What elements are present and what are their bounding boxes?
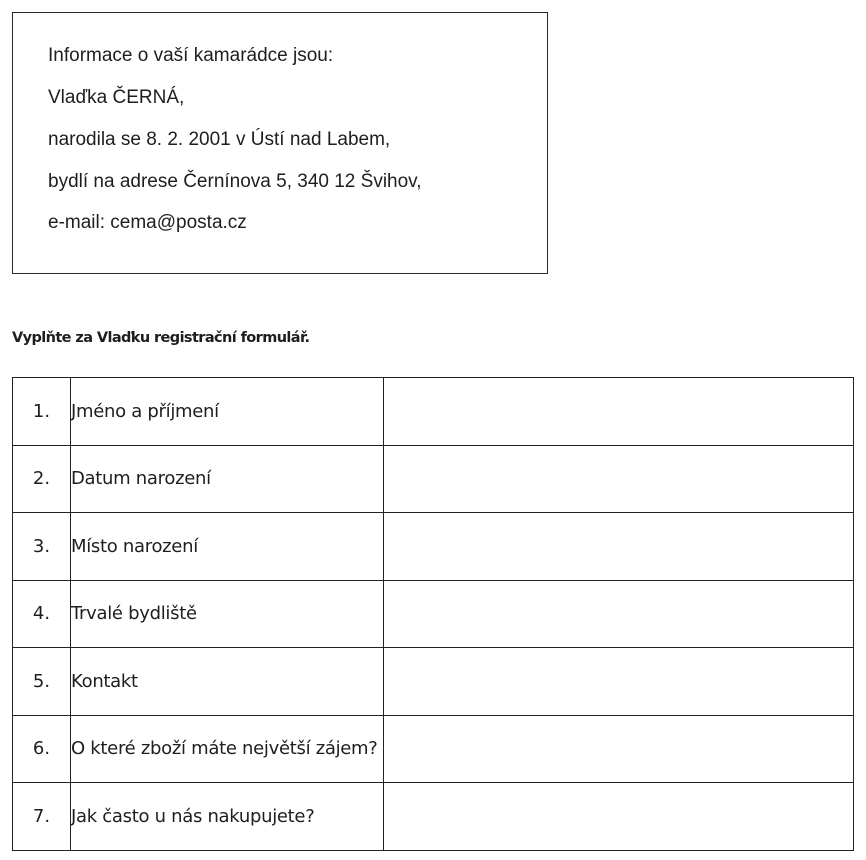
field-label: Jak často u nás nakupujete?: [71, 783, 384, 851]
info-email: e-mail: cema@posta.cz: [48, 212, 247, 233]
info-birth: narodila se 8. 2. 2001 v Ústí nad Labem,: [48, 129, 391, 150]
answer-field-interest[interactable]: [384, 715, 854, 783]
row-number: 4.: [13, 580, 71, 648]
registration-form-table: [12, 377, 854, 851]
table-row: [13, 648, 854, 716]
table-row: [13, 445, 854, 513]
info-address: bydlí na adrese Černínova 5, 340 12 Švihov,: [48, 171, 422, 192]
field-label: O které zboží máte největší zájem?: [71, 715, 384, 783]
row-number: 1.: [13, 378, 71, 446]
answer-field-contact[interactable]: [384, 648, 854, 716]
answer-field-birthplace[interactable]: [384, 513, 854, 581]
field-label: Trvalé bydliště: [71, 580, 384, 648]
row-number: 3.: [13, 513, 71, 581]
field-label: Místo narození: [71, 513, 384, 581]
table-row: [13, 378, 854, 446]
instruction-heading: Vyplňte za Vlaďku registrační formulář.: [12, 330, 310, 346]
info-intro: Informace o vaší kamarádce jsou:: [48, 45, 334, 66]
table-row: [13, 513, 854, 581]
friend-info-box: [12, 12, 548, 274]
row-number: 2.: [13, 445, 71, 513]
table-row: [13, 715, 854, 783]
answer-field-residence[interactable]: [384, 580, 854, 648]
answer-field-frequency[interactable]: [384, 783, 854, 851]
row-number: 6.: [13, 715, 71, 783]
row-number: 7.: [13, 783, 71, 851]
field-label: Kontakt: [71, 648, 384, 716]
row-number: 5.: [13, 648, 71, 716]
table-row: [13, 783, 854, 851]
info-name: Vlaďka ČERNÁ,: [48, 87, 185, 108]
answer-field-name[interactable]: [384, 378, 854, 446]
table-row: [13, 580, 854, 648]
answer-field-birthdate[interactable]: [384, 445, 854, 513]
field-label: Jméno a příjmení: [71, 378, 384, 446]
field-label: Datum narození: [71, 445, 384, 513]
